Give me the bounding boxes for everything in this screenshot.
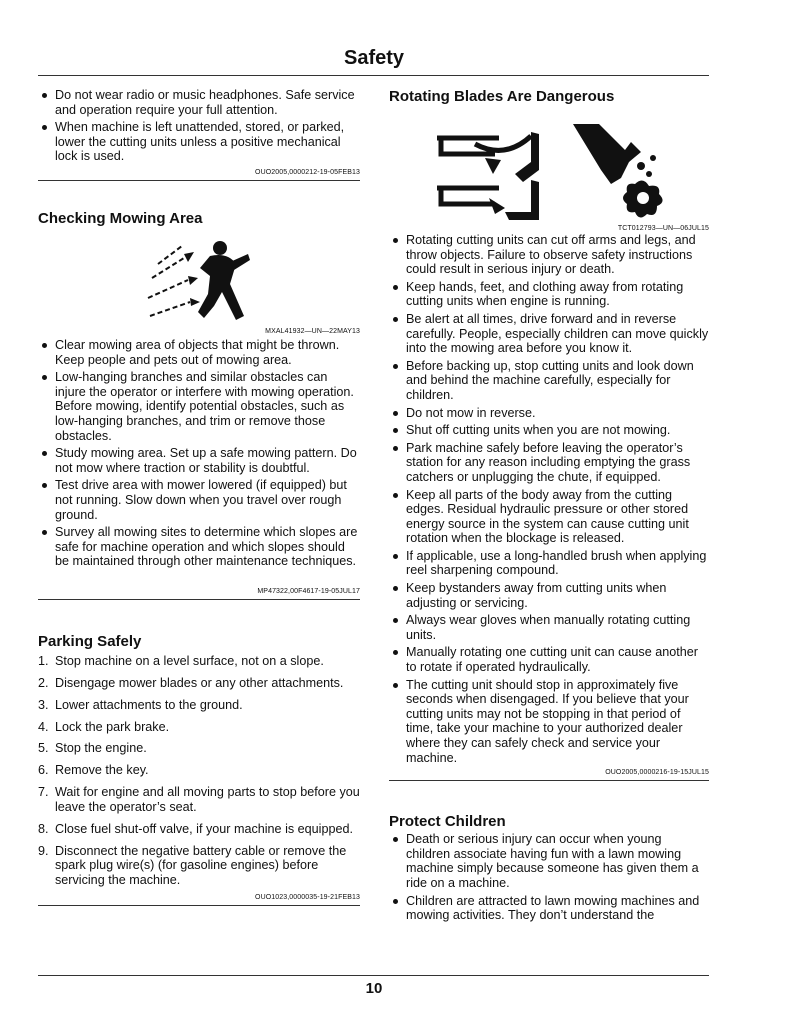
list-item: Always wear gloves when manually rotating cutting units. xyxy=(389,613,709,642)
reference-code: OUO2005,0000216-19-15JUL15 xyxy=(605,769,709,777)
list-item: Park machine safely before leaving the operator’s station for any reason including emptying the grass catchers or unplugging the chute, if equipped. xyxy=(389,441,709,485)
list-item: 8. Close fuel shut-off valve, if your machine is equipped. xyxy=(38,821,353,836)
header-rule xyxy=(38,75,709,76)
section-divider xyxy=(38,180,360,181)
mowing-bullet-list xyxy=(38,338,360,569)
list-item: Death or serious injury can occur when young children associate having fun with a lawn mowing machine simply because someone has given them a ride on a machine. xyxy=(389,832,709,890)
list-item: Do not mow in reverse. xyxy=(389,406,709,421)
list-item: Test drive area with mower lowered (if equipped) but not running. Slow down when you travel over rough ground. xyxy=(38,478,360,522)
list-item: 1. Stop machine on a level surface, not on a slope. xyxy=(38,653,324,668)
section-title-children: Protect Children xyxy=(389,813,506,831)
list-item: Clear mowing area of objects that might be thrown. Keep people and pets out of mowing area. xyxy=(38,338,360,367)
list-item: Keep all parts of the body away from the cutting edges. Residual hydraulic pressure or other stored energy source in the system can cause cutting unit rotation when the blockage is released. xyxy=(389,488,709,546)
rotating-blades-figure xyxy=(389,130,709,222)
list-item: Manually rotating one cutting unit can cause another to rotate if operated hydraulically. xyxy=(389,645,709,674)
children-bullet-list xyxy=(389,832,709,923)
figure-reference: TCT012793—UN—06JUL15 xyxy=(617,225,709,232)
list-item: 6. Remove the key. xyxy=(38,763,149,778)
list-item: Low-hanging branches and similar obstacles can injure the operator or interfere with mowing operation. Before mowing, identify potential obstacles, such as low-hanging branches, and trim or remove those obstacles. xyxy=(38,370,360,443)
list-item: Children are attracted to lawn mowing machines and mowing activities. They don’t understand the xyxy=(389,894,709,923)
list-item: Shut off cutting units when you are not mowing. xyxy=(389,423,709,438)
reference-code: OUO2005,0000212-19-05FEB13 xyxy=(255,168,360,176)
reference-code: OUO1023,0000035-19-21FEB13 xyxy=(255,893,360,901)
footer-rule xyxy=(38,975,709,976)
list-item: The cutting unit should stop in approximately five seconds when disengaged. If you believe that your cutting units may not be stopping in that period of time, take your machine to your authorized dealer where they can safely check and service your machine. xyxy=(389,678,709,766)
list-item: Keep hands, feet, and clothing away from rotating cutting units when engine is running. xyxy=(389,280,709,309)
list-item: Do not wear radio or music headphones. Safe service and operation require your full attention. xyxy=(38,88,360,117)
list-item: Study mowing area. Set up a safe mowing pattern. Do not mow where traction or stability is doubtful. xyxy=(38,446,360,475)
list-item: 7. Wait for engine and all moving parts to stop before you leave the operator’s seat. xyxy=(38,785,360,814)
reference-code: MP47322,00F4617-19-05JUL17 xyxy=(257,587,360,595)
section-divider xyxy=(389,780,709,781)
list-item: Be alert at all times, drive forward and in reverse carefully. People, especially children can move quickly into the mowing area before you know it. xyxy=(389,312,709,356)
list-item: Before backing up, stop cutting units and look down and behind the machine carefully, especially for children. xyxy=(389,359,709,403)
blades-bullet-list xyxy=(389,233,709,765)
figure-reference: MXAL41932—UN—22MAY13 xyxy=(265,327,360,335)
section-title-blades: Rotating Blades Are Dangerous xyxy=(389,88,615,105)
reel-cutting-unit-icon xyxy=(435,130,545,222)
list-item: If applicable, use a long-handled brush when applying reel sharpening compound. xyxy=(389,549,709,578)
list-item: Rotating cutting units can cut off arms and legs, and throw objects. Failure to observe safety instructions could result in serious injury or death. xyxy=(389,233,709,277)
list-item: 3. Lower attachments to the ground. xyxy=(38,697,243,712)
section-divider xyxy=(38,599,360,600)
hand-cut-hazard-icon xyxy=(569,122,669,222)
page-title: Safety xyxy=(343,47,405,69)
list-item: Survey all mowing sites to determine which slopes are safe for machine operation and which slopes should be maintained through other maintenance techniques. xyxy=(38,525,360,569)
thrown-object-hazard-icon xyxy=(144,236,254,328)
list-item: 4. Lock the park brake. xyxy=(38,719,170,734)
list-item: Keep bystanders away from cutting units when adjusting or servicing. xyxy=(389,581,709,610)
list-item: 9. Disconnect the negative battery cable or remove the spark plug wire(s) (for gasoline engines) before servicing the machine. xyxy=(38,843,347,887)
parking-steps-list xyxy=(38,654,360,888)
list-item: 5. Stop the engine. xyxy=(38,741,147,756)
page-number: 10 xyxy=(365,980,383,997)
thrown-object-warning-figure xyxy=(38,236,360,328)
section-divider xyxy=(38,905,360,906)
section-title-parking: Parking Safely xyxy=(38,632,142,650)
list-item: When machine is left unattended, stored, or parked, lower the cutting units unless a positive mechanical lock is used. xyxy=(38,120,360,164)
right-column xyxy=(389,84,709,926)
left-column xyxy=(38,84,360,906)
section-title-mowing: Checking Mowing Area xyxy=(38,209,203,227)
list-item: 2. Disengage mower blades or any other attachments. xyxy=(38,675,344,690)
intro-bullet-list xyxy=(38,88,360,164)
